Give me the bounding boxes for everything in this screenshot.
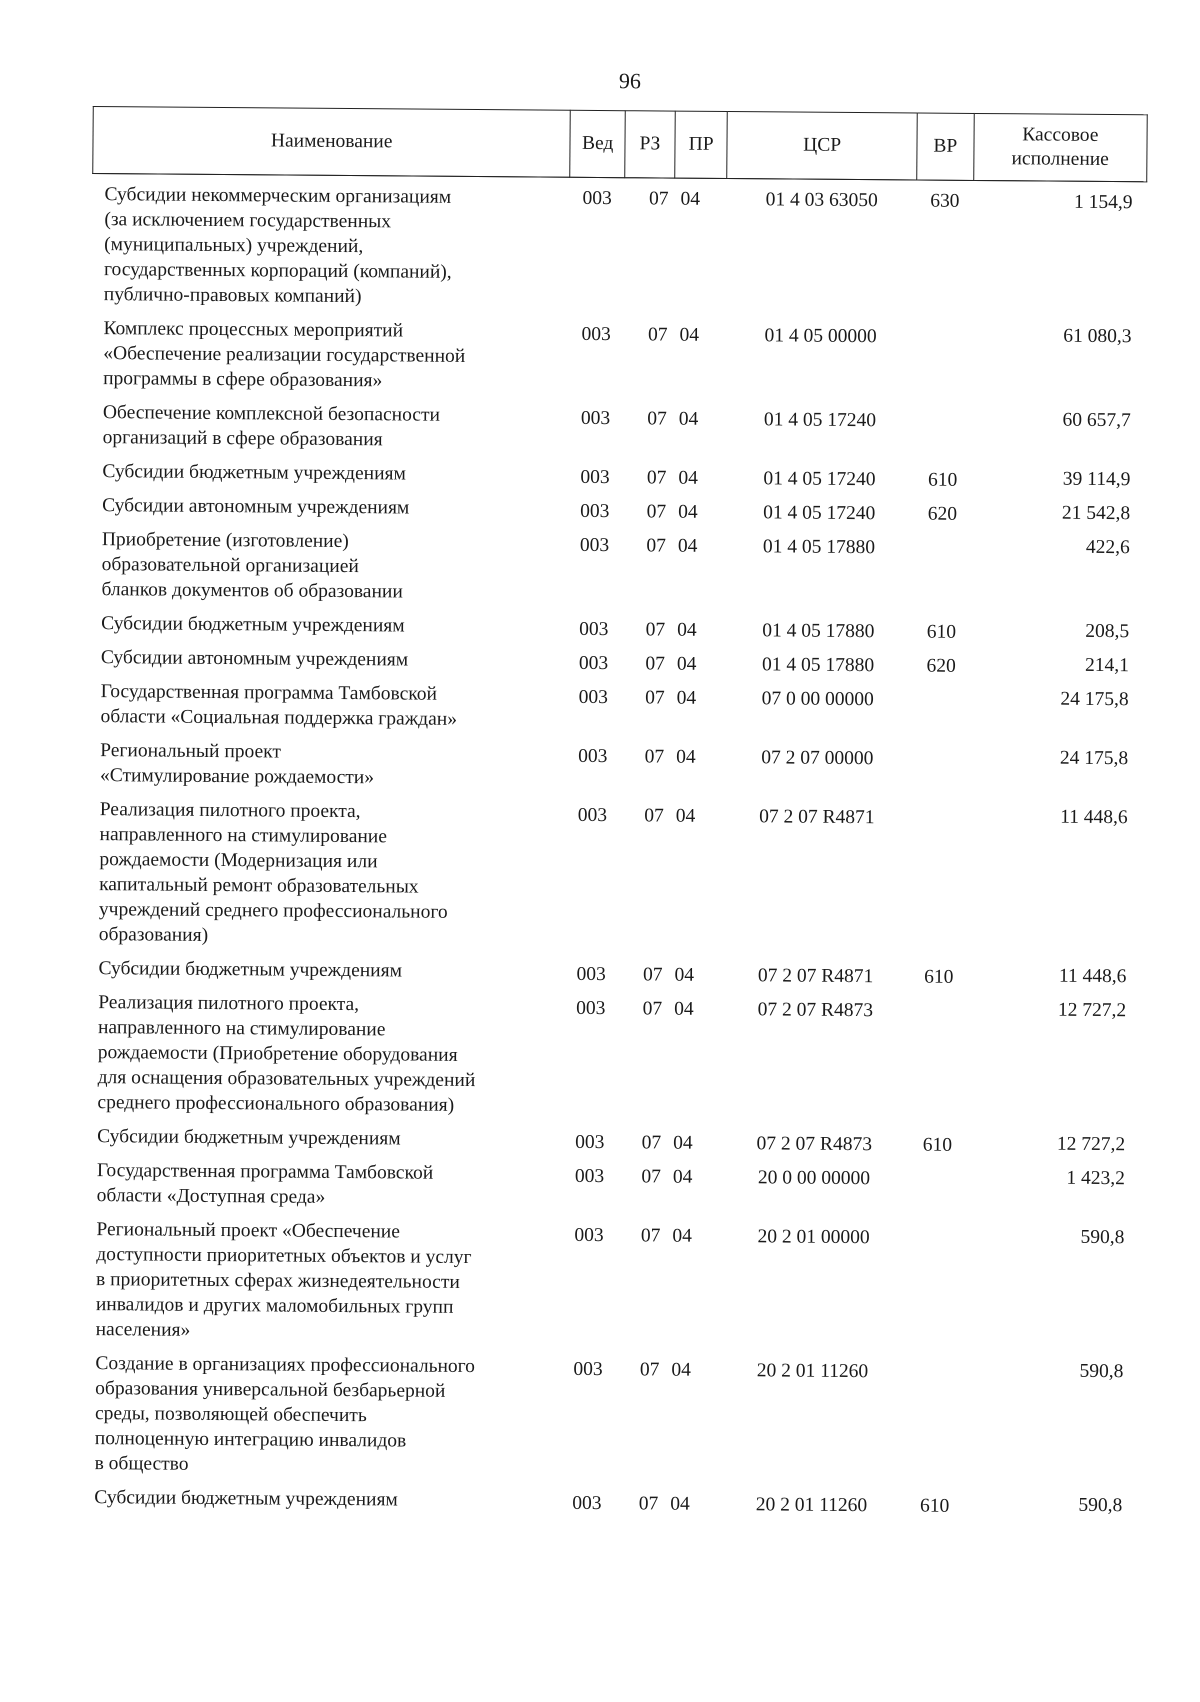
cell-ved: 003 — [577, 804, 608, 827]
table-row — [84, 1217, 1139, 1359]
cell-amount: 422,6 — [1085, 536, 1130, 559]
header-name: Наименование — [93, 107, 571, 178]
table-row — [82, 1485, 1136, 1527]
cell-amount: 1 154,9 — [1073, 191, 1133, 214]
cell-amount: 12 727,2 — [1056, 1133, 1126, 1156]
cell-ved: 003 — [579, 534, 610, 557]
cell-rz: 07 — [641, 1132, 662, 1154]
cell-name-line: публично-правовых компаний) — [103, 284, 362, 308]
table-row — [85, 1158, 1139, 1225]
cell-name-line: Государственная программа Тамбовской — [100, 681, 438, 705]
cell-ved: 003 — [578, 686, 608, 709]
cell-vr — [913, 533, 970, 617]
cell-vr — [915, 322, 972, 406]
cell-name-line: Субсидии автономным учреждениям — [100, 647, 409, 671]
cell-csr: 07 2 07 R4873 — [757, 999, 874, 1022]
cell-name-line: Приобретение (изготовление) — [101, 529, 349, 553]
cell-vr: 630 — [930, 190, 960, 212]
cell-name — [88, 679, 566, 742]
cell-name-line: для оснащения образовательных учреждений — [97, 1067, 476, 1092]
cell-name-line: инвалидов и других маломобильных групп — [95, 1294, 454, 1318]
cell-amount: 590,8 — [1080, 1226, 1125, 1249]
cell-amount: 208,5 — [1085, 620, 1130, 643]
cell-csr: 20 2 01 00000 — [757, 1226, 870, 1249]
cell-csr: 01 4 03 63050 — [765, 189, 878, 212]
cell-amount: 21 542,8 — [1061, 502, 1131, 525]
cell-ved: 003 — [574, 1165, 605, 1188]
cell-name-line: направленного на стимулирование — [97, 1017, 386, 1041]
cell-csr: 01 4 05 17880 — [762, 620, 875, 643]
header-amount-line1: Кассовое — [1022, 124, 1099, 146]
cell-rz: 07 — [641, 1166, 661, 1188]
table-row — [88, 738, 1142, 805]
cell-name-line: в общество — [94, 1453, 189, 1475]
cell-name-line: Региональный проект — [100, 740, 282, 763]
cell-ved: 003 — [574, 1224, 604, 1247]
cell-ved: 003 — [575, 1131, 605, 1154]
cell-rz: 07 — [646, 467, 667, 489]
cell-name — [91, 316, 569, 404]
table-row — [89, 527, 1144, 619]
cell-name-line: Субсидии автономным учреждениям — [102, 495, 410, 519]
cell-csr: 07 0 00 00000 — [761, 688, 874, 711]
cell-name-line: «Обеспечение реализации государственной — [103, 343, 466, 367]
cell-vr: 620 — [927, 503, 958, 525]
cell-name-line: доступности приоритетных объектов и услуг — [96, 1244, 472, 1269]
cell-ved: 003 — [581, 323, 611, 346]
cell-name — [82, 1485, 560, 1523]
cell-ved: 003 — [576, 997, 606, 1020]
header-vr: ВР — [917, 113, 974, 180]
cell-rz: 07 — [647, 324, 668, 346]
cell-name — [85, 1124, 563, 1162]
cell-pr: 04 — [678, 501, 698, 523]
cell-name-line: рождаемости (Приобретение оборудования — [97, 1042, 458, 1066]
cell-name — [84, 1217, 562, 1355]
cell-pr: 04 — [675, 805, 696, 827]
cell-name-line: в приоритетных сферах жизнедеятельности — [95, 1269, 460, 1293]
cell-ved: 003 — [580, 407, 611, 430]
cell-amount: 60 657,7 — [1062, 409, 1131, 432]
cell-pr: 04 — [679, 324, 700, 346]
cell-amount: 1 423,2 — [1066, 1167, 1125, 1190]
cell-pr: 04 — [672, 1166, 693, 1188]
header-pr: ПР — [675, 111, 728, 178]
header-amount — [973, 113, 1147, 181]
cell-amount: 12 727,2 — [1057, 999, 1127, 1022]
cell-name-line: среднего профессионального образования) — [97, 1092, 455, 1116]
cell-name — [89, 645, 567, 683]
cell-vr: 620 — [926, 655, 956, 677]
cell-name-line: направленного на стимулирование — [99, 824, 388, 848]
cell-name-line: Субсидии бюджетным учреждениям — [101, 613, 405, 637]
cell-ved: 003 — [582, 187, 612, 210]
header-amount-line2: исполнение — [1011, 148, 1109, 170]
cell-name — [88, 738, 566, 801]
cell-pr: 04 — [678, 408, 699, 430]
cell-name — [90, 493, 568, 531]
cell-name-line: Субсидии бюджетным учреждениям — [94, 1487, 398, 1511]
cell-name-line: Реализация пилотного проекта, — [99, 799, 361, 823]
cell-rz: 07 — [649, 188, 669, 210]
cell-name — [86, 956, 564, 994]
cell-rz: 07 — [639, 1359, 660, 1381]
cell-name-line: Субсидии бюджетным учреждениям — [98, 958, 403, 982]
cell-amount: 590,8 — [1078, 1494, 1123, 1517]
cell-name — [87, 797, 566, 960]
cell-ved: 003 — [576, 963, 606, 986]
header-rz: РЗ — [625, 111, 676, 178]
cell-csr: 01 4 05 17240 — [763, 468, 876, 491]
cell-vr — [912, 685, 969, 744]
cell-csr: 01 4 05 17240 — [763, 409, 877, 432]
cell-pr: 04 — [677, 535, 698, 557]
cell-name-line: Обеспечение комплексной безопасности — [102, 402, 441, 426]
cell-csr: 07 2 07 R4873 — [756, 1133, 873, 1156]
cell-vr — [912, 744, 969, 803]
cell-pr: 04 — [674, 998, 694, 1020]
cell-name — [85, 1158, 563, 1221]
cell-pr: 04 — [670, 1493, 690, 1515]
cell-pr: 04 — [676, 687, 697, 709]
cell-rz: 07 — [638, 1493, 659, 1515]
cell-ved: 003 — [572, 1492, 602, 1515]
table-row — [82, 1351, 1137, 1493]
cell-name-line: организаций в сфере образования — [102, 427, 383, 451]
cell-pr: 04 — [678, 467, 698, 489]
header-ved: Вед — [570, 110, 625, 177]
cell-name-line: Комплекс процессных мероприятий — [103, 318, 404, 342]
cell-name — [89, 527, 567, 615]
cell-rz: 07 — [645, 653, 666, 675]
table-row — [91, 316, 1146, 408]
cell-name — [89, 611, 567, 649]
cell-rz: 07 — [644, 805, 664, 827]
cell-name — [82, 1351, 560, 1489]
cell-name-line: образования универсальной безбарьерной — [95, 1378, 446, 1402]
cell-name — [85, 990, 563, 1128]
cell-amount: 61 080,3 — [1063, 325, 1132, 348]
cell-name-line: Государственная программа Тамбовской — [96, 1160, 434, 1184]
cell-rz: 07 — [646, 501, 667, 523]
table-body — [82, 174, 1147, 1528]
cell-name-line: программы в сфере образования» — [103, 368, 383, 392]
cell-csr: 07 2 07 R4871 — [757, 965, 874, 988]
cell-pr: 04 — [680, 188, 701, 210]
cell-csr: 01 4 05 17880 — [761, 654, 875, 677]
cell-name-line: учреждений среднего профессионального — [98, 899, 448, 923]
cell-name-line: рождаемости (Модернизация или — [99, 849, 378, 873]
cell-name — [90, 459, 568, 497]
cell-rz: 07 — [647, 408, 667, 430]
cell-pr: 04 — [672, 1225, 693, 1247]
budget-execution-table — [82, 106, 1148, 1527]
header-csr: ЦСР — [727, 112, 917, 180]
cell-pr: 04 — [677, 619, 697, 641]
cell-name-line: государственных корпораций (компаний), — [103, 259, 452, 283]
cell-name-line: (муниципальных) учреждений, — [104, 234, 364, 258]
cell-name-line: Субсидии бюджетным учреждениям — [97, 1126, 401, 1150]
cell-ved: 003 — [580, 500, 610, 523]
table-row — [91, 400, 1145, 467]
cell-name — [91, 400, 569, 463]
cell-csr: 07 2 07 R4871 — [759, 806, 875, 829]
cell-rz: 07 — [646, 535, 666, 557]
cell-rz: 07 — [640, 1225, 661, 1247]
cell-ved: 003 — [580, 466, 610, 489]
table-row — [88, 679, 1142, 746]
cell-ved: 003 — [573, 1358, 603, 1381]
cell-vr: 610 — [919, 1495, 950, 1517]
cell-pr: 04 — [674, 964, 695, 986]
cell-vr — [906, 1357, 964, 1491]
cell-name — [92, 174, 571, 320]
table-row — [85, 990, 1140, 1132]
cell-name-line: капитальный ремонт образовательных — [99, 874, 419, 898]
cell-name-line: образовательной организацией — [101, 554, 359, 578]
cell-name-line: населения» — [95, 1319, 191, 1341]
cell-csr: 07 2 07 00000 — [761, 747, 874, 770]
cell-rz: 07 — [645, 619, 666, 641]
cell-name-line: Региональный проект «Обеспечение — [96, 1219, 401, 1243]
cell-rz: 07 — [642, 964, 663, 986]
cell-amount: 590,8 — [1079, 1360, 1124, 1383]
cell-amount: 39 114,9 — [1062, 468, 1131, 491]
cell-csr: 20 2 01 11260 — [756, 1360, 869, 1383]
cell-vr: 610 — [927, 469, 958, 491]
table-row — [87, 797, 1142, 964]
cell-name-line: Реализация пилотного проекта, — [98, 992, 360, 1016]
cell-vr: 610 — [922, 1134, 953, 1156]
cell-name-line: среды, позволяющей обеспечить — [94, 1403, 367, 1427]
cell-name-line: (за исключением государственных — [104, 209, 392, 233]
cell-pr: 04 — [673, 1132, 693, 1154]
cell-pr: 04 — [676, 746, 696, 768]
cell-vr — [908, 1164, 965, 1223]
cell-csr: 01 4 05 17240 — [763, 502, 876, 525]
cell-vr: 610 — [926, 621, 957, 643]
cell-name-line: области «Социальная поддержка граждан» — [100, 706, 458, 730]
cell-name-line: области «Доступная среда» — [96, 1185, 326, 1208]
cell-vr — [909, 996, 967, 1130]
cell-name-line: образования) — [98, 924, 209, 946]
cell-name-line: Субсидии бюджетным учреждениям — [102, 461, 406, 485]
cell-csr: 01 4 05 17880 — [762, 536, 876, 559]
cell-ved: 003 — [578, 745, 608, 768]
cell-ved: 003 — [578, 652, 609, 675]
cell-name-line: «Стимулирование рождаемости» — [99, 765, 375, 789]
cell-amount: 24 175,8 — [1060, 688, 1129, 711]
cell-csr: 01 4 05 00000 — [764, 325, 877, 348]
cell-pr: 04 — [676, 653, 697, 675]
cell-vr — [907, 1223, 965, 1357]
cell-name-line: Создание в организациях профессионального — [95, 1353, 476, 1378]
cell-rz: 07 — [645, 687, 665, 709]
cell-amount: 11 448,6 — [1058, 965, 1127, 988]
cell-rz: 07 — [642, 998, 663, 1020]
cell-amount: 24 175,8 — [1059, 747, 1129, 770]
cell-rz: 07 — [644, 746, 665, 768]
cell-amount: 11 448,6 — [1060, 806, 1128, 829]
page-number: 96 — [618, 68, 642, 94]
cell-vr: 610 — [924, 966, 954, 988]
table-row — [92, 174, 1147, 325]
cell-amount: 214,1 — [1084, 654, 1129, 677]
cell-ved: 003 — [579, 618, 609, 641]
cell-name-line: Субсидии некоммерческим организациям — [104, 184, 452, 208]
cell-vr — [911, 803, 969, 962]
cell-csr: 20 0 00 00000 — [757, 1167, 871, 1190]
cell-name-line: бланков документов об образовании — [101, 579, 403, 603]
table-header-row — [93, 107, 1147, 182]
cell-name-line: полноценную интеграцию инвалидов — [94, 1428, 407, 1452]
cell-pr: 04 — [671, 1359, 691, 1381]
cell-vr — [914, 406, 971, 465]
cell-csr: 20 2 01 11260 — [755, 1494, 868, 1517]
